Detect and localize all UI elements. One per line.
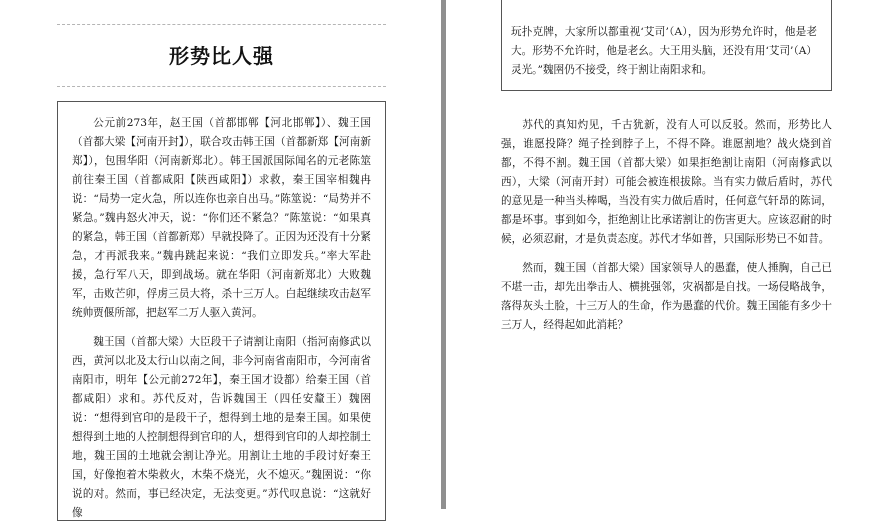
paragraph: 魏王国（首都大梁）大臣段干子请割让南阳（指河南修武以西，黄河以北及太行山以南之间，非今河南省南阳市，今河南省南阳市，明年【公元前272年】，秦王国才设都）给秦王国（首都咸阳）求和。苏代反对，告诉魏国王（四任安釐王）魏圉说：“想得到官印的是段干子，想得到土地的是秦王国。如果使想得到土地的人控制想得到官印的人，想得到官印的人却控制土地，魏王国的土地就会割让净光。用割让土地的手段讨好秦王国，好像抱着木柴救火，木柴不烧光，火不熄灭。”魏圉说：“你说的对。然而，事已经决定，无法变更。”苏代叹息说：“这就好像 bbox=[72, 336, 371, 519]
right-page bbox=[446, 0, 887, 509]
paragraph: 玩扑克牌，大家所以都重视‘艾司’（A），因为形势允许时，他是老大。形势不允许时，他是老幺。大王用头脑，还没有用‘艾司’（A）灵光。”魏圉仍不接受，终于割让南阳求和。 bbox=[511, 26, 817, 76]
commentary-body bbox=[501, 116, 832, 335]
paragraph: 公元前273年，赵王国（首都邯郸【河北邯郸】）、魏王国（首都大梁【河南开封】），联合攻击韩王国（首都新郑【河南新郑】），包围华阳（河南新郑北）。韩王国派国际闻名的元老陈筮前往秦王国（首都咸阳【陕西咸阳】）求救，秦王国宰相魏冉说：“局势一定火急，所以连你也亲自出马。”陈筮说：“局势并不紧急。”魏冉怒火冲天，说：“你们还不紧急？”陈筮说：“如果真的紧急，韩王国（首都新郑）早就投降了。正因为还没有十分紧急，才再派我来。”魏冉跳起来说：“我们立即发兵。”率大军赴援，急行军八天，即到战场。就在华阳（河南新郑北）大败魏军，击败芒卯，俘虏三员大将，杀十三万人。白起继续攻击赵军统帅贾偃所部，把赵军二万人驱入黄河。 bbox=[72, 117, 371, 319]
top-divider bbox=[57, 24, 386, 25]
page-title: 形势比人强 bbox=[169, 44, 274, 68]
title-divider bbox=[57, 86, 386, 87]
text-box bbox=[57, 101, 386, 521]
paragraph: 然而，魏王国（首都大梁）国家领导人的愚蠢，使人捶胸，自己已不堪一击，却先出拳击人、横挑强邻，灾祸都是自找。一场侵略战争，落得灰头土脸，十三万人的生命，作为愚蠢的代价。魏王国能有多少十三万人，经得起如此消耗？ bbox=[501, 262, 832, 331]
continued-text-box bbox=[501, 0, 832, 91]
paragraph: 苏代的真知灼见，千古犹新，没有人可以反驳。然而，形势比人强，谁愿投降？绳子拴到脖子上，不得不降。谁愿割地？战火烧到首都，不得不割。魏王国（首都大梁）如果拒绝割让南阳（河南修武以西），大梁（河南开封）可能会被连根拔除。当有实力做后盾时，苏代的意见是一种当头棒喝，当没有实力做后盾时，任何意气轩昂的陈词，都是坏事。事到如今，拒绝割让比承诺割让的伤害更大。应该忍耐的时候，必须忍耐，才是负责态度。苏代才华如普，只国际形势已不如昔。 bbox=[501, 119, 832, 245]
left-page bbox=[0, 0, 441, 519]
